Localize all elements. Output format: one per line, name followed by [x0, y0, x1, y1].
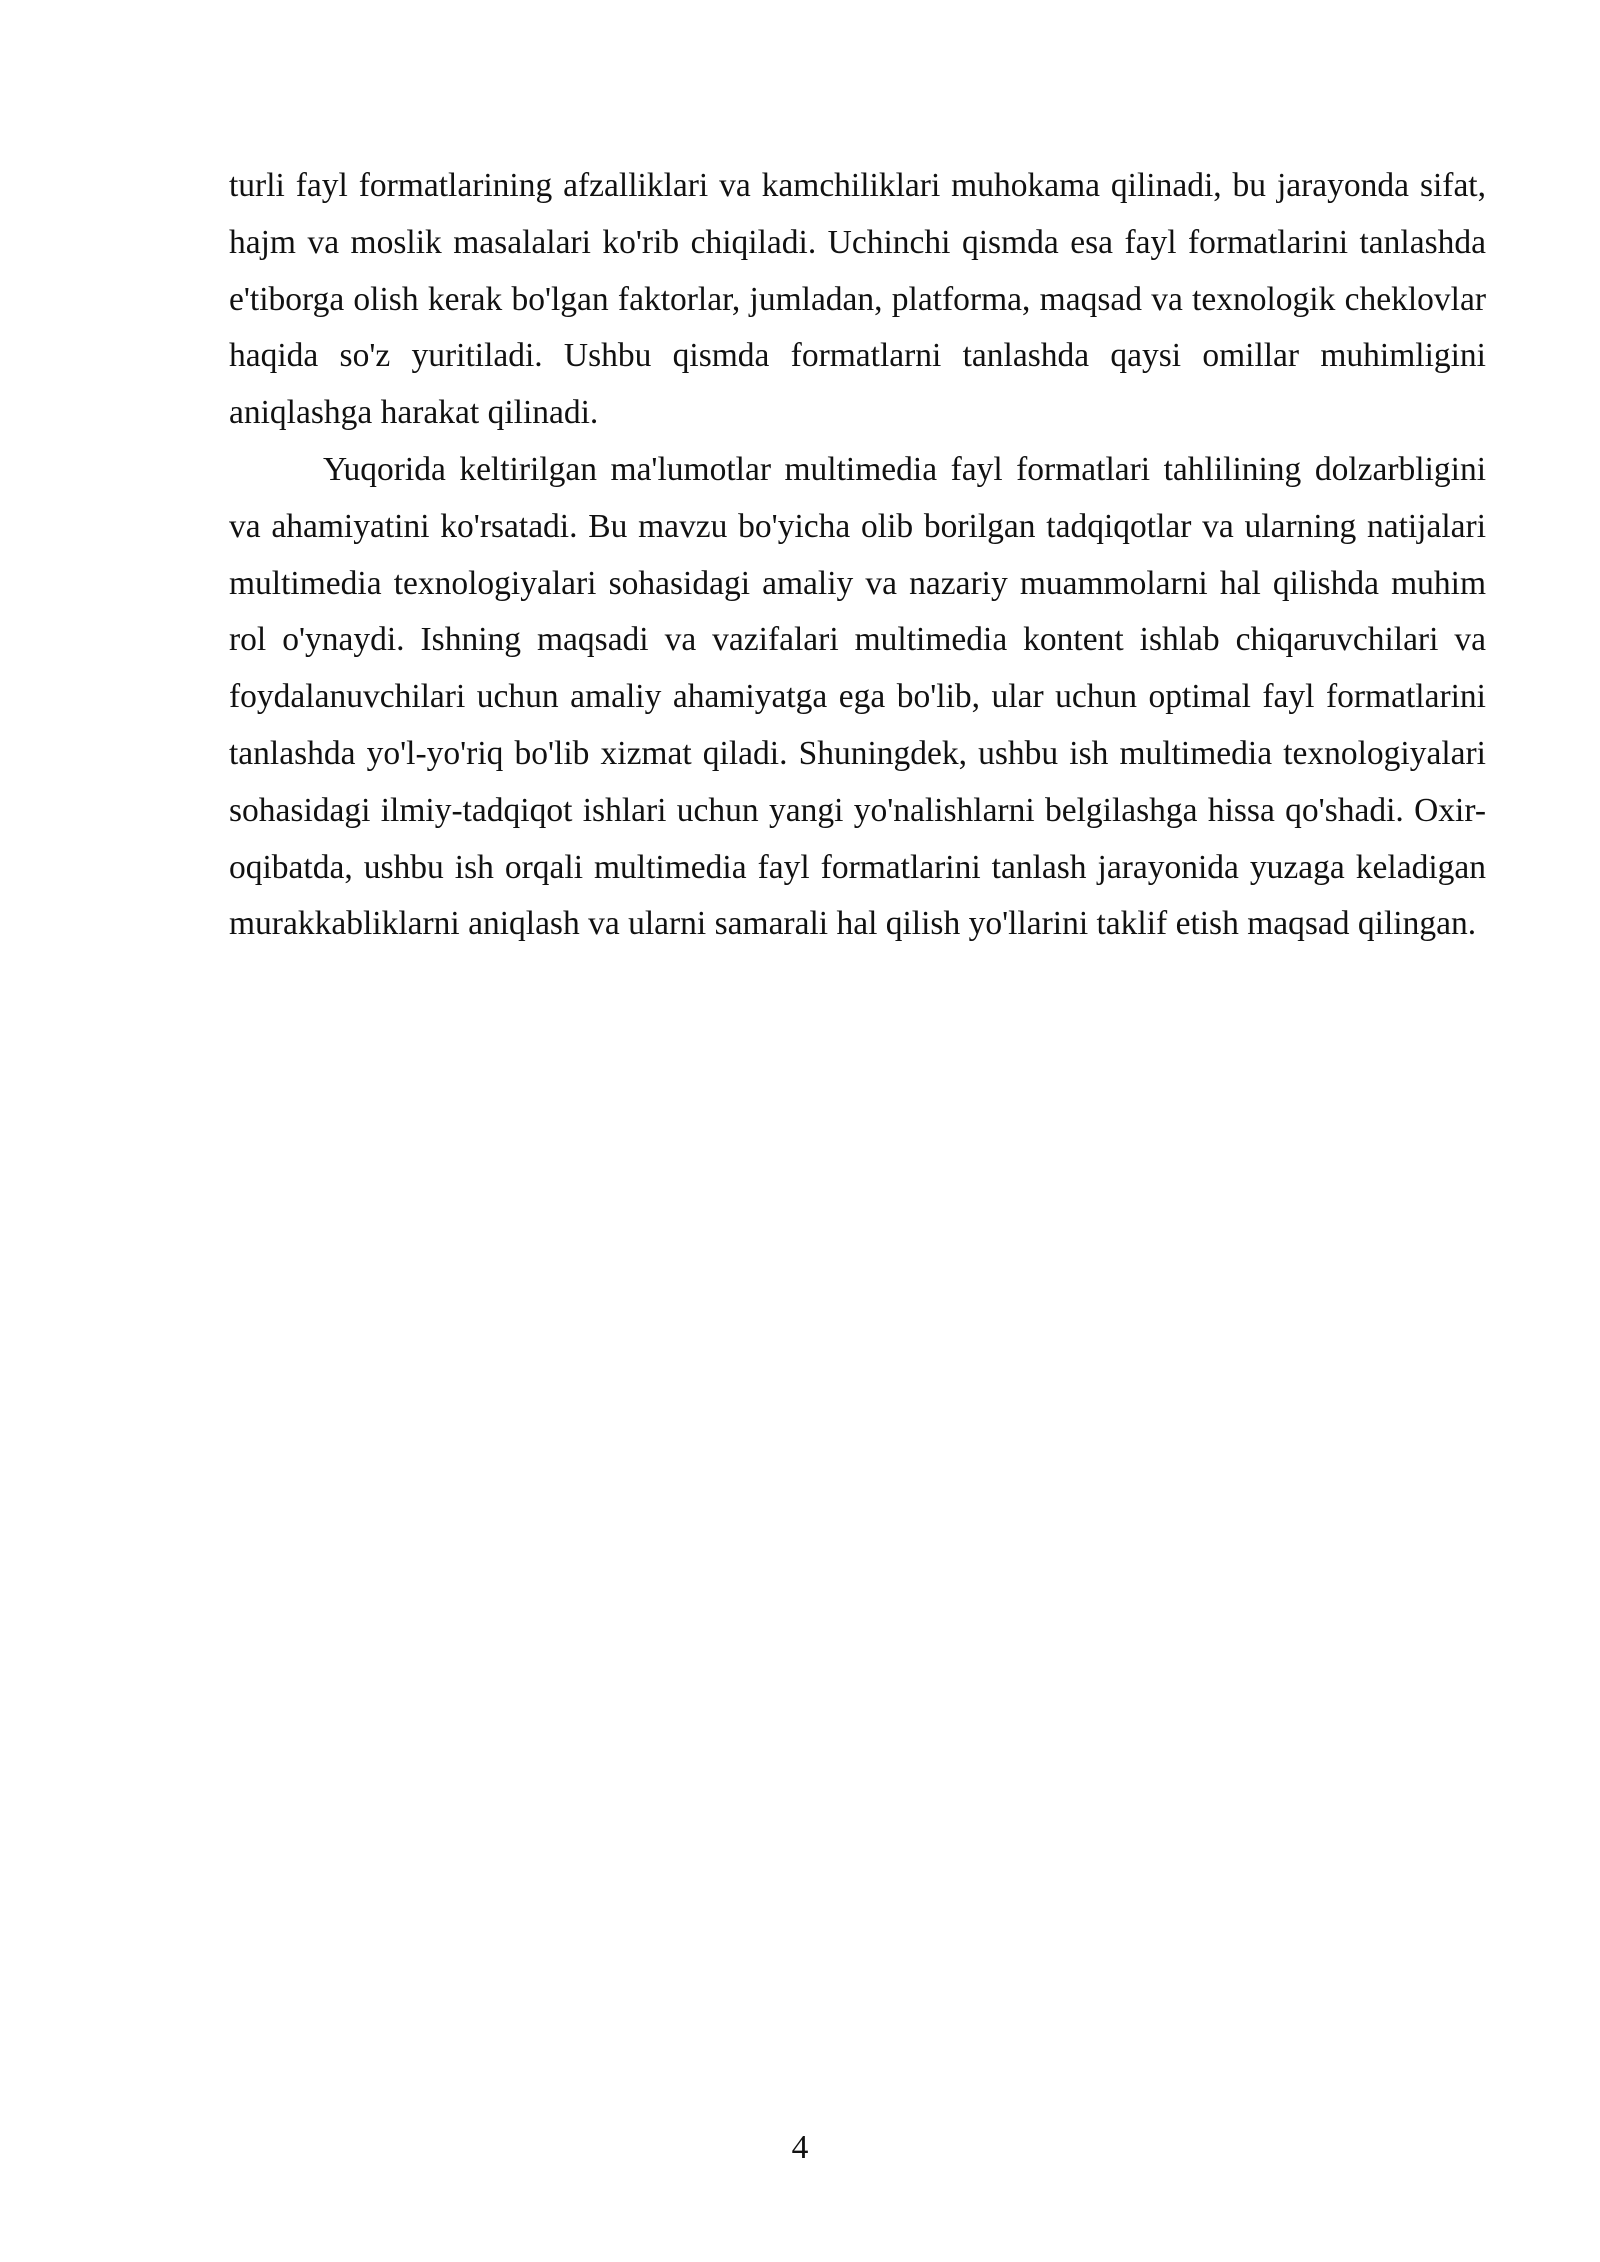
paragraph-continuation: turli fayl formatlarining afzalliklari va kamchiliklari muhokama qilinadi, bu jarayonda sifat, hajm va moslik masalalari ko'rib chiqiladi. Uchinchi qismda esa fayl formatlarini tanlashda e'tiborga olish kerak bo'lgan faktorlar, jumladan, platforma, maqsad va texnologik cheklovlar haqida so'z yuritiladi. Ushbu qismda formatlarni tanlashda qaysi omillar muhimligini aniqlashga harakat qilinadi.: [229, 167, 1486, 432]
body-text: [229, 158, 1486, 953]
page-number: 4: [791, 2129, 809, 2166]
paragraph-summary: Yuqorida keltirilgan ma'lumotlar multimedia fayl formatlari tahlilining dolzarbligini va ahamiyatini ko'rsatadi. Bu mavzu bo'yicha olib borilgan tadqiqotlar va ularning natijalari multimedia texnologiyalari sohasidagi amaliy va nazariy muammolarni hal qilishda muhim rol o'ynaydi. Ishning maqsadi va vazifalari multimedia kontent ishlab chiqaruvchilari va foydalanuvchilari uchun amaliy ahamiyatga ega bo'lib, ular uchun optimal fayl formatlarini tanlashda yo'l-yo'riq bo'lib xizmat qiladi. Shuningdek, ushbu ish multimedia texnologiyalari sohasidagi ilmiy-tadqiqot ishlari uchun yangi yo'nalishlarni belgilashga hissa qo'shadi. Oxir-oqibatda, ushbu ish orqali multimedia fayl formatlarini tanlash jarayonida yuzaga keladigan murakkabliklarni aniqlash va ularni samarali hal qilish yo'llarini taklif etish maqsad qilingan.: [229, 450, 1486, 943]
